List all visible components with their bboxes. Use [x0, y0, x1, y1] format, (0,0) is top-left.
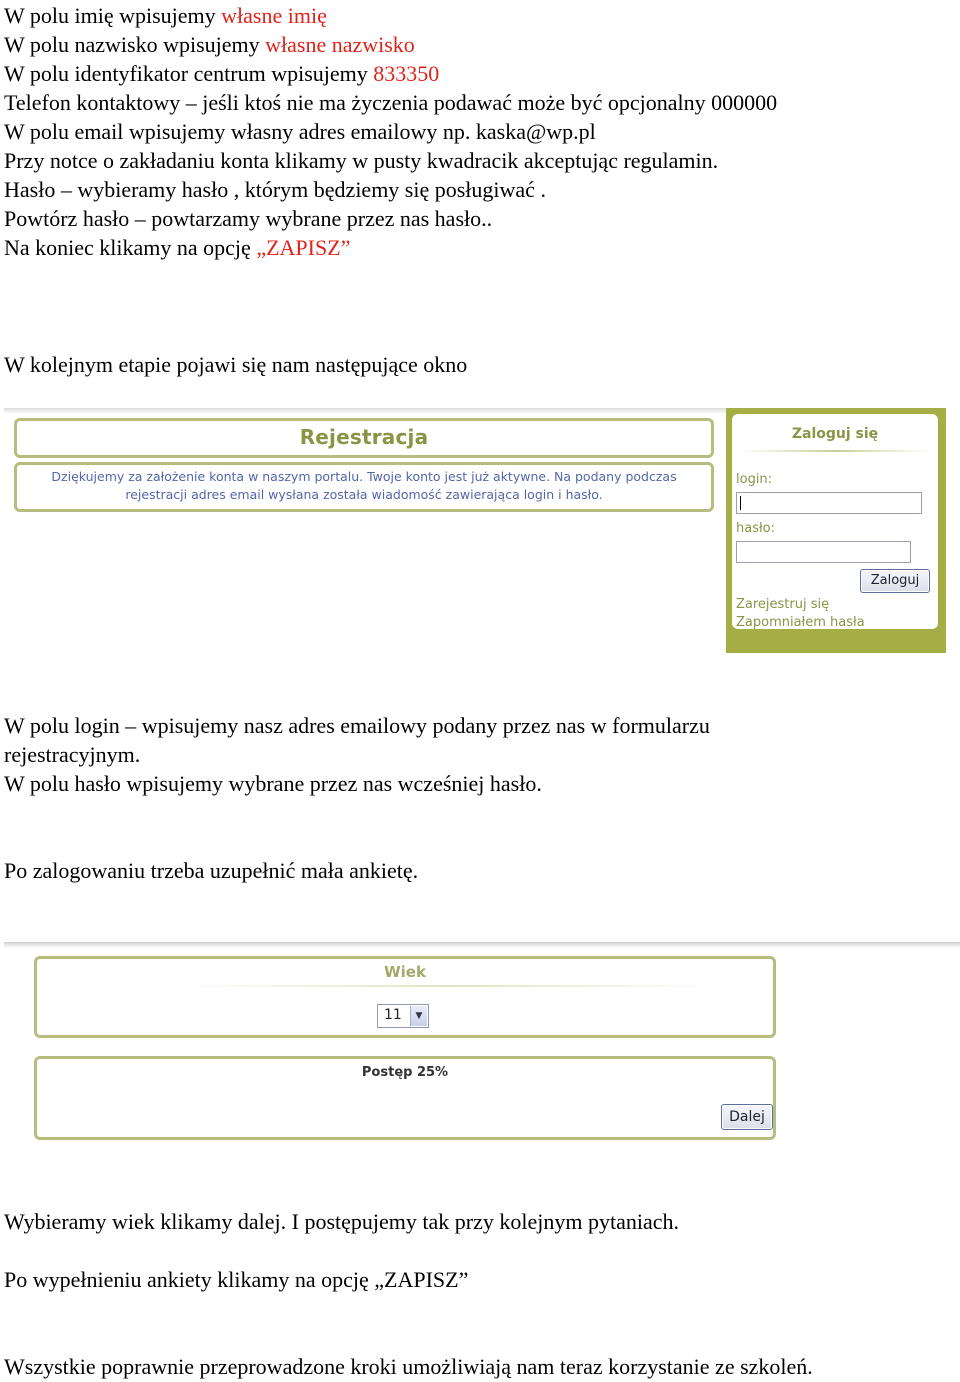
- registration-title: Rejestracja: [299, 425, 429, 449]
- login-help-line: W polu hasło wpisujemy wybrane przez nas wcześniej hasło.: [4, 771, 542, 796]
- intro-line-save: [4, 233, 350, 262]
- text-caret: [740, 496, 741, 510]
- registration-message: [17, 468, 711, 504]
- login-input[interactable]: [736, 492, 922, 514]
- registration-message-panel: [14, 462, 714, 512]
- password-input[interactable]: [736, 541, 911, 563]
- intro-line-password: Hasło – wybieramy hasło , którym będziemy się posługiwać .: [4, 177, 546, 202]
- login-sidebar: [726, 408, 946, 653]
- intro-line-phone: Telefon kontaktowy – jeśli ktoś nie ma życzenia podawać może być opcjonalny 000000: [4, 90, 778, 115]
- intro-line-terms: Przy notce o zakładaniu konta klikamy w pusty kwadracik akceptując regulamin.: [4, 148, 719, 173]
- age-select[interactable]: [377, 1004, 429, 1028]
- line-text: Na koniec klikamy na opcję: [4, 235, 257, 260]
- intro-line-center-id: [4, 59, 439, 88]
- intro-line-first-name: [4, 1, 327, 30]
- line-text: W polu identyfikator centrum wpisujemy: [4, 61, 374, 86]
- login-button[interactable]: Zaloguj: [860, 569, 930, 593]
- top-shadow: [4, 942, 960, 948]
- intro-line-last-name: [4, 30, 415, 59]
- registration-message-line: Dziękujemy za założenie konta w naszym portalu. Twoje konto jest już aktywne. Na podany podczas: [51, 469, 677, 484]
- survey-screenshot: [4, 942, 960, 1192]
- login-panel: [732, 414, 938, 629]
- highlight-text: „ZAPISZ”: [256, 235, 351, 260]
- password-label: hasło:: [736, 521, 776, 536]
- top-shadow: [4, 408, 726, 414]
- progress-label: Postęp 25%: [361, 1065, 449, 1080]
- login-label: login:: [736, 472, 773, 487]
- highlight-text: własne nazwisko: [265, 32, 415, 57]
- next-button[interactable]: Dalej: [721, 1104, 773, 1130]
- age-select-value: 11: [384, 1007, 402, 1023]
- forgot-password-link[interactable]: Zapomniałem hasła: [736, 615, 865, 630]
- after-login-text: Po zalogowaniu trzeba uzupełnić mała ankietę.: [4, 858, 419, 883]
- title-divider: [187, 985, 713, 987]
- age-title: Wiek: [384, 963, 426, 981]
- intro-line-repeat-password: Powtórz hasło – powtarzamy wybrane przez nas hasło..: [4, 206, 493, 231]
- register-link[interactable]: Zarejestruj się: [736, 597, 830, 612]
- outro-line: Po wypełnieniu ankiety klikamy na opcję „ZAPISZ”: [4, 1267, 469, 1292]
- age-panel: [34, 956, 776, 1038]
- login-title: Zaloguj się: [791, 426, 879, 442]
- outro-line: Wybieramy wiek klikamy dalej. I postępujemy tak przy kolejnym pytaniach.: [4, 1209, 679, 1234]
- chevron-down-icon[interactable]: ▼: [410, 1006, 427, 1026]
- intro-line-email: W polu email wpisujemy własny adres emailowy np. kaska@wp.pl: [4, 119, 596, 144]
- line-text: W polu nazwisko wpisujemy: [4, 32, 266, 57]
- highlight-text: 833350: [373, 61, 440, 86]
- title-divider: [740, 450, 930, 452]
- registration-screenshot: [4, 408, 946, 653]
- outro-line: Wszystkie poprawnie przeprowadzone kroki umożliwiają nam teraz korzystanie ze szkoleń.: [4, 1354, 813, 1379]
- highlight-text: własne imię: [221, 3, 327, 28]
- registration-title-panel: [14, 418, 714, 458]
- line-text: W polu imię wpisujemy: [4, 3, 222, 28]
- login-help-line: W polu login – wpisujemy nasz adres emailowy podany przez nas w formularzu: [4, 713, 710, 738]
- login-help-line: rejestracyjnym.: [4, 742, 141, 767]
- progress-panel: [34, 1056, 776, 1140]
- next-step-text: W kolejnym etapie pojawi się nam następujące okno: [4, 352, 468, 377]
- registration-message-line: rejestracji adres email wysłana została wiadomość zawierająca login i hasło.: [125, 487, 603, 502]
